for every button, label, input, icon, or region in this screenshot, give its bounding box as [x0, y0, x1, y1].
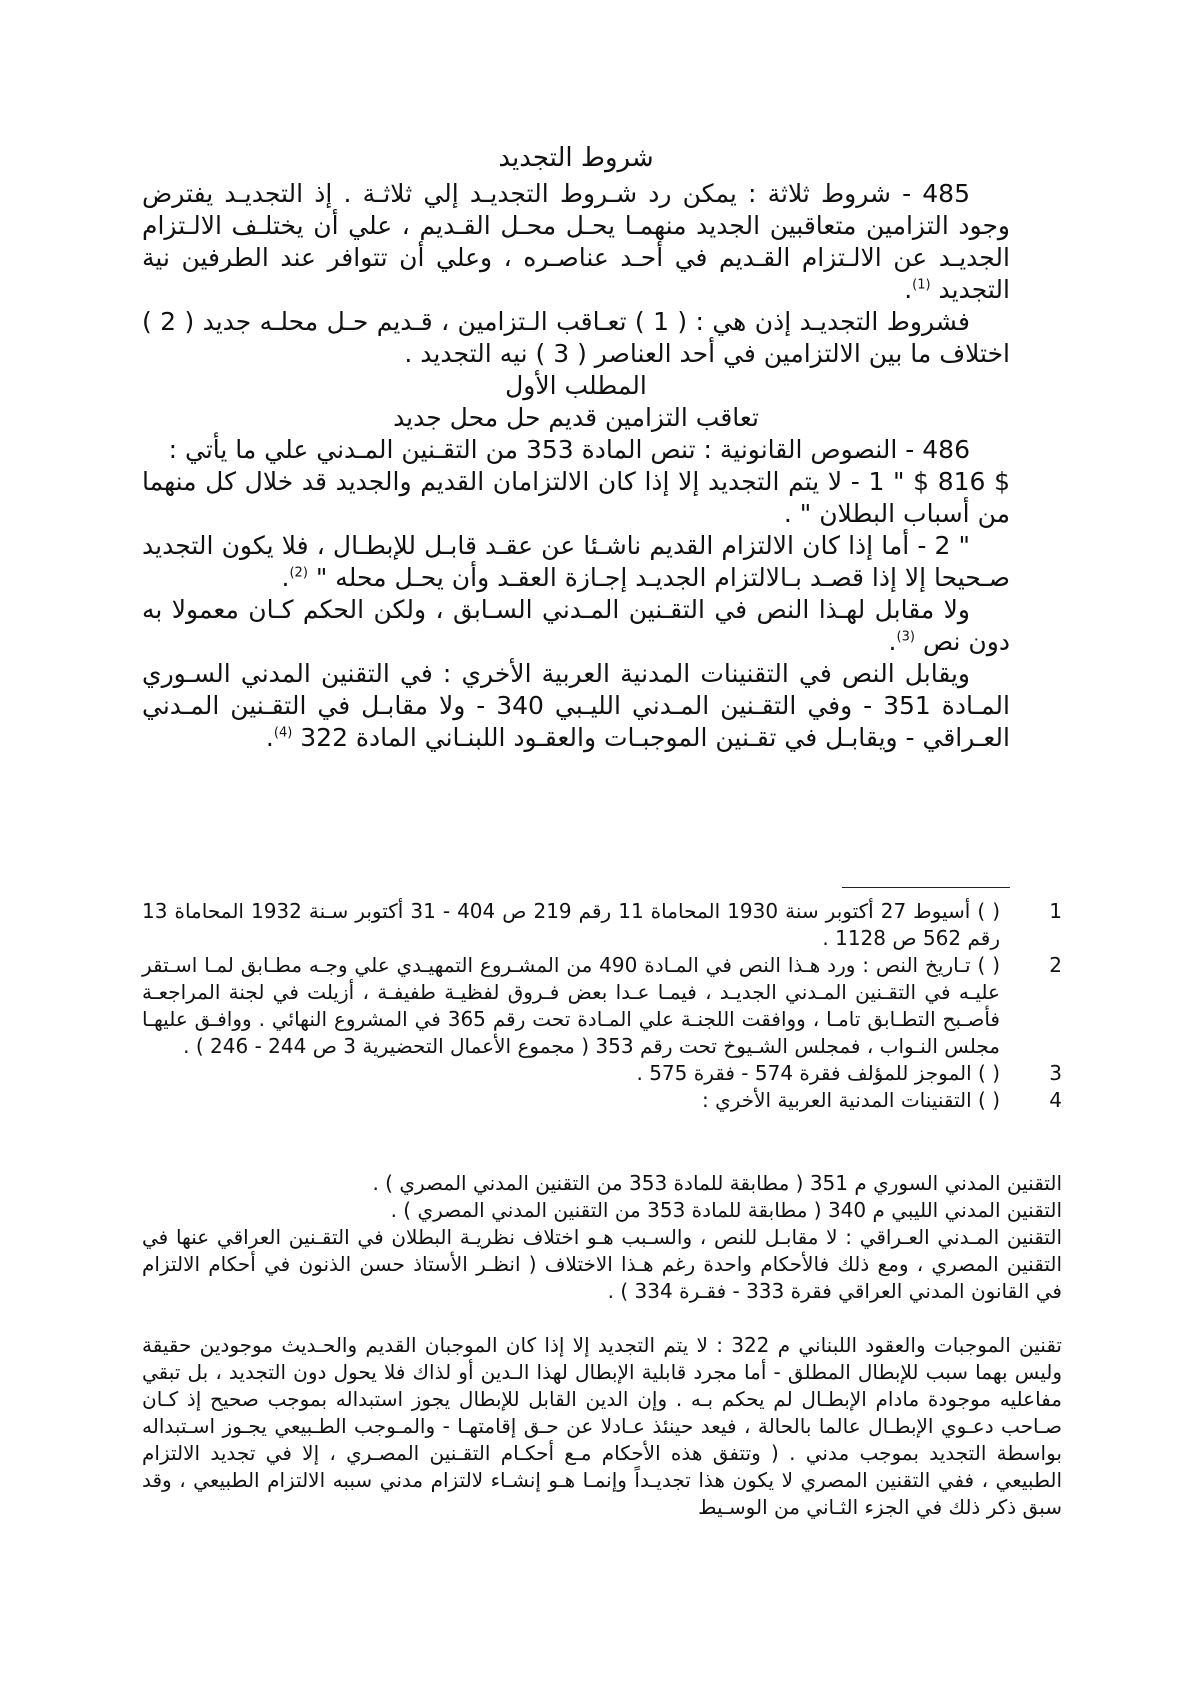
footnote-text: ( ) أسيوط 27 أكتوبر سنة 1930 المحاماة 11 رقم 219 ص 404 - 31 أكتوبر سـنة 1932 المحاماة 13 رقم 562 ص 1128 . [142, 899, 1000, 950]
paragraph-485b: فشروط التجديـد إذن هي : ( 1 ) تعـاقب الـتزامين ، قـديم حـل محلـه جديد ( 2 ) اختلاف ما بين الالتزامين في أحد العناصر ( 3 ) نيه التجديد . [142, 307, 1010, 368]
section-heading: المطلب الأول [505, 371, 647, 400]
footnote-3 [142, 1060, 1062, 1087]
footnote-ref-3[interactable]: (3) [896, 629, 915, 645]
footnote-ref-1[interactable]: (1) [912, 277, 931, 293]
quote-2-text: " 2 - أما إذا كان الالتزام القديم ناشـئا عن عقـد قابـل للإبطـال ، فلا يكون التجديد صـحيحا إلا إذا قصـد بـالالتزام الجديـد إجـازة العقـد وأن يحـل محله " [142, 531, 1010, 592]
footnote-text: ( ) التقنينات المدنية العربية الأخري : [701, 1088, 1000, 1112]
paragraph-486: 486 - النصوص القانونية : تنص المادة 353 من التقـنين المـدني علي ما يأتي : [168, 435, 970, 464]
footnote-number: 3 [1049, 1061, 1062, 1085]
quote-1: $ 816 $ " 1 - لا يتم التجديد إلا إذا كان الالتزامان القديم والجديد قد خلال كل منهما من أسباب البطلان " . [142, 467, 1011, 528]
note-iraq: التقنين المـدني العـراقي : لا مقابـل للنص ، والسـبب هـو اختلاف نظريـة البطلان في التقـنين العراقي عنها في التقنين المصري ، ومع ذلك فالأحكام واحدة رغم هـذا الاختلاف ( انظـر الأستاذ حسن الذنون في أحكام الالتزام في القانون المدني العراقي فقرة 333 - فقـرة 334 ) . [142, 1225, 1062, 1303]
period: . [281, 563, 290, 592]
footnote-4 [142, 1087, 1062, 1114]
footnote-text: ( ) الموجز للمؤلف فقرة 574 - فقرة 575 . [636, 1061, 1000, 1085]
footnote-number: 1 [1049, 899, 1062, 923]
note-lebanon: تقنين الموجبات والعقود اللبناني م 322 : لا يتم التجديد إلا إذا كان الموجبان القديم والحـديث موجودين حقيقة وليس بهما سبب للإبطال المطلق - أما مجرد قابلية الإبطال لهذا الـدين أو لذاك فلا يحول دون التجديد ، بل تبقي مفاعليه موجودة مادام الإبطـال لم يحكم بـه . وإن الدين القابل للإبطال يجوز استبداله بموجب صحيح إذ كـان صـاحب دعـوي الإبطـال عالما بالحالة ، فيعد حينئذ عـادلا عن حـق إقامتهـا - والمـوجب الطـبيعي يجـوز اسـتبداله بواسطة التجديد بموجب مدني . ( وتتفق هذه الأحكام مـع أحكـام التقـنين المصـري ، إلا في تجديد الالتزام الطبيعي ، ففي التقنين المصري لا يكون هذا تجديـداً وإنمـا هـو إنشـاء لالتزام مدني سببه الالتزام الطبيعي ، وقد سبق ذكر ذلك في الجزء الثـاني من الوسـيط [142, 1333, 1063, 1519]
paragraph-previous-code [142, 594, 1010, 658]
paragraph-previous-code-text: ولا مقابل لهـذا النص في التقـنين المـدني السـابق ، ولكن الحكم كـان معمولا به دون نص [142, 595, 1010, 656]
note-libya: التقنين المدني الليبي م 340 ( مطابقة للمادة 353 من التقنين المدني المصري ) . [390, 1198, 1062, 1222]
paragraph-arab-codes-text: ويقابل النص في التقنينات المدنية العربية الأخري : في التقنين المدني السـوري المـادة 351 - وفي التقـنين المـدني الليـبي 340 - ولا مقابـل في التقـنين المـدني العـراقي - ويقابـل في تقـنين الموجبـات والعقـود اللبنـاني المادة 322 [142, 659, 1010, 752]
quote-2 [142, 530, 1010, 594]
period: . [265, 723, 274, 752]
period: . [904, 275, 913, 304]
footnote-text: ( ) تـاريخ النص : ورد هـذا النص في المـادة 490 من المشـروع التمهيـدي علي وجـه مطـابق لمـا اسـتقر عليـه في التقـنين المـدني الجديـد ، فيمـا عـدا بعض فـروق لفظيـة طفيفـة ، أزيلت في لجنة المراجعـة فأصـبح التطـابق تامـا ، ووافقت اللجنـة علي المـادة تحت رقم 365 في المشروع النهائي . ووافـق عليهـا مجلس النـواب ، فمجلس الشـيوخ تحت رقم 353 ( مجموع الأعمال التحضيرية 3 ص 244 - 246 ) . [142, 953, 1000, 1058]
footnote-number: 4 [1049, 1088, 1062, 1112]
footnote-ref-2[interactable]: (2) [289, 565, 308, 581]
page-title: شروط التجديد [498, 143, 654, 173]
footnotes [142, 898, 1062, 1114]
footnote-2 [142, 952, 1062, 1060]
note-syria: التقنين المدني السوري م 351 ( مطابقة للمادة 353 من التقنين المدني المصري ) . [372, 1171, 1062, 1195]
main-text [142, 178, 1010, 754]
footnote-number: 2 [1049, 953, 1062, 977]
footnote-separator [842, 887, 1010, 888]
footnote-1 [142, 898, 1062, 952]
footnote-ref-4[interactable]: (4) [273, 725, 293, 741]
period: . [888, 627, 897, 656]
paragraph-485-text: 485 - شروط ثلاثة : يمكن رد شـروط التجديـد إلي ثلاثـة . إذ التجديـد يفترض وجود التزامين متعاقبين الجديد منهمـا يحـل محـل القـديم ، علي أن يختلـف الالـتزام الجديـد عن الالـتزام القـديم في أحـد عناصـره ، وعلي أن تتوافر عند الطرفين نية التجديد [142, 179, 1010, 304]
paragraph-arab-codes [142, 658, 1010, 754]
section-title: تعاقب التزامين قديم حل محل جديد [393, 403, 759, 432]
paragraph-485 [142, 178, 1010, 306]
